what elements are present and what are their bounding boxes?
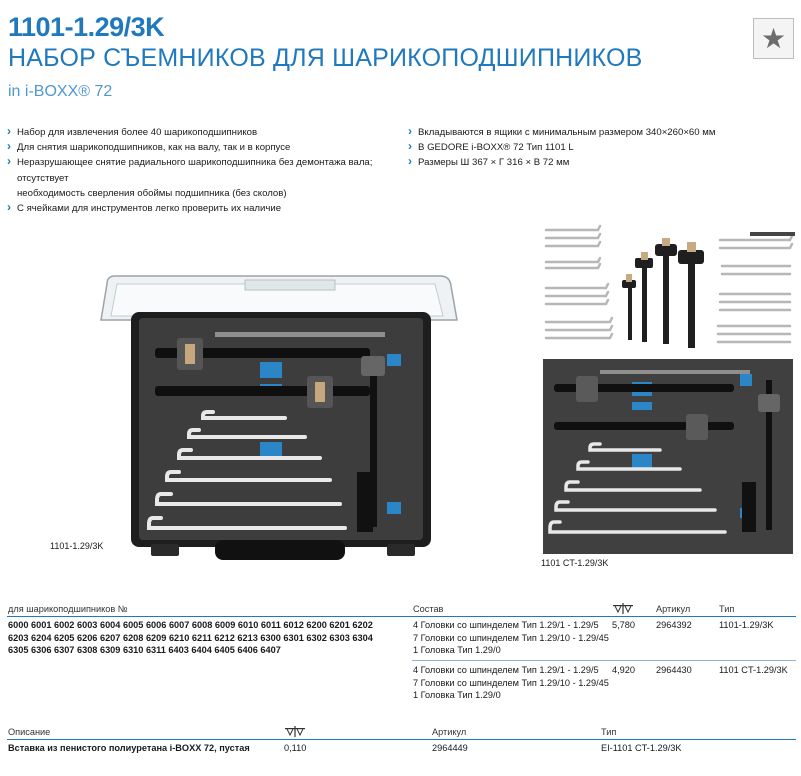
insert-article: 2964449 (432, 743, 468, 753)
insert-type: EI-1101 CT-1.29/3K (601, 743, 682, 753)
bearing-numbers-line: 6000 6001 6002 6003 6004 6005 6006 6007 6008 6009 6010 6011 6012 6200 6201 6202 (8, 620, 373, 630)
contents-line: 1 Головка Тип 1.29/0 (413, 690, 501, 701)
feature-item: › Набор для извлечения более 40 шарикоподшипников (7, 125, 407, 140)
product-photo-case (95, 272, 470, 562)
product-subtitle: in i-BOXX® 72 (8, 83, 113, 100)
table-row-contents (413, 664, 609, 702)
feature-item: › Размеры Ш 367 × Г 316 × В 72 мм (408, 155, 798, 170)
feature-item: › Вкладываются в ящики с минимальным размером 340×260×60 мм (408, 125, 798, 140)
insert-header-article: Артикул (432, 727, 467, 737)
col-header-contents: Состав (413, 604, 444, 614)
row-type: 1101 CT-1.29/3K (719, 665, 788, 675)
table-row-contents (413, 619, 609, 657)
feature-item: › С ячейками для инструментов легко проверить их наличие (7, 201, 407, 216)
bearing-numbers-line: 6305 6306 6307 6308 6309 6310 6311 6403 6404 6405 6406 6407 (8, 645, 281, 656)
product-code: 1101-1.29/3K (8, 12, 165, 42)
row-weight: 5,780 (612, 620, 635, 630)
row-article: 2964392 (656, 620, 692, 630)
caption-case: 1101-1.29/3K (50, 541, 104, 551)
insert-header-type: Тип (601, 727, 617, 737)
insert-description: Вставка из пенистого полиуретана i-BOXX 72, пустая (8, 743, 250, 753)
row-type: 1101-1.29/3K (719, 620, 774, 630)
row-article: 2964430 (656, 665, 692, 675)
favorite-button[interactable] (753, 18, 794, 59)
insert-header-description: Описание (8, 727, 51, 737)
feature-item: › В GEDORE i-BOXX® 72 Тип 1101 L (408, 140, 798, 155)
col-header-article: Артикул (656, 604, 691, 614)
feature-item: › Неразрушающее снятие радиального шарикоподшипника без демонтажа вала; отсутствует (7, 155, 407, 185)
insert-weight: 0,110 (284, 743, 307, 753)
bearing-numbers (8, 619, 408, 657)
insert-header-divider (7, 739, 796, 740)
features-right (408, 125, 798, 171)
feature-item: › Для снятия шарикоподшипников, как на валу, так и в корпусе (7, 140, 407, 155)
scale-icon (284, 726, 306, 738)
col-header-bearings: для шарикоподшипников № (8, 604, 128, 614)
contents-line: 7 Головки со шпинделем Тип 1.29/10 - 1.29/45 (413, 677, 609, 688)
contents-line: 7 Головки со шпинделем Тип 1.29/10 - 1.29/45 (413, 632, 609, 643)
features-left (7, 125, 407, 216)
contents-line: 4 Головки со шпинделем Тип 1.29/1 - 1.29/5 (413, 620, 599, 630)
table-header-divider (7, 616, 796, 617)
scale-icon (612, 603, 634, 615)
product-title: НАБОР СЪЕМНИКОВ ДЛЯ ШАРИКОПОДШИПНИКОВ (8, 44, 643, 72)
contents-line: 1 Головка Тип 1.29/0 (413, 645, 501, 656)
contents-line: 4 Головки со шпинделем Тип 1.29/1 - 1.29/5 (413, 665, 599, 675)
feature-item-continuation: необходимость сверления обоймы подшипника (без сколов) (17, 187, 287, 199)
row-weight: 4,920 (612, 665, 635, 675)
caption-insert: 1101 CT-1.29/3K (541, 558, 609, 568)
bearing-numbers-line: 6203 6204 6205 6206 6207 6208 6209 6210 6211 6212 6213 6300 6301 6302 6303 6304 (8, 632, 373, 643)
row-divider (412, 660, 796, 661)
star-icon: ★ (760, 23, 787, 54)
col-header-type: Тип (719, 604, 735, 614)
product-photo-insert (540, 222, 795, 557)
